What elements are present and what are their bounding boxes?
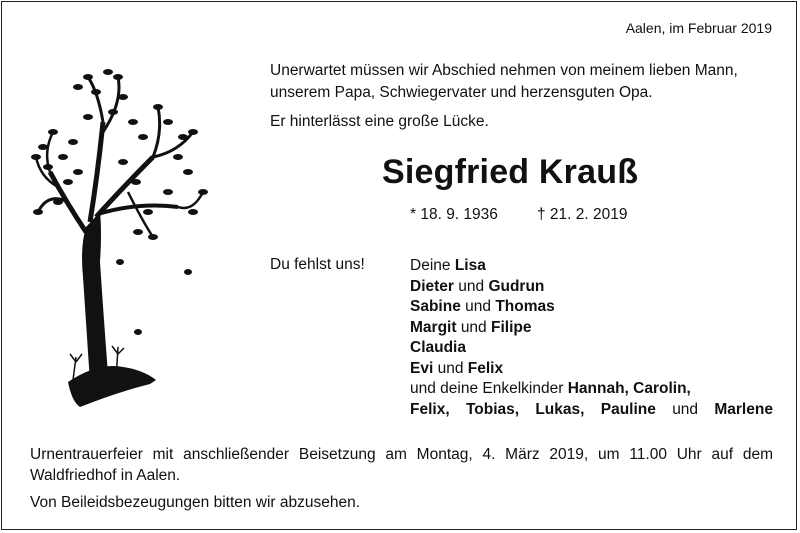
family-name: Pauline (600, 400, 656, 418)
footer-text (30, 444, 773, 513)
deceased-name: Siegfried Krauß (382, 153, 639, 191)
family-name: Gudrun (488, 277, 545, 295)
ceremony-text: Urnentrauerfeier mit anschließender Beisetzung am Montag, 4. März 2019, um 11.00 Uhr auf dem Waldfriedhof in Aalen. (30, 446, 773, 484)
family-name: Tobias, (465, 400, 520, 418)
family-line (410, 359, 773, 380)
family-name: Lukas, (535, 400, 585, 418)
intro-line-1: Unerwartet müssen wir Abschied nehmen von meinem lieben Mann, unserem Papa, Schwiegervater und herzensguten Opa. (270, 62, 738, 101)
missed-text: Du fehlst uns! (270, 256, 365, 273)
family-list (410, 256, 773, 420)
family-name: Dieter (410, 277, 454, 295)
family-line (410, 400, 773, 421)
family-text: und (458, 277, 485, 295)
family-line (410, 318, 773, 339)
family-name: Hannah, Carolin, (567, 380, 691, 397)
family-name: Evi (410, 359, 434, 377)
family-text: und (460, 318, 487, 336)
family-line (410, 277, 773, 298)
place-date: Aalen, im Februar 2019 (625, 20, 772, 36)
family-name: Margit (410, 318, 457, 336)
intro-text (270, 60, 775, 133)
intro-line-2: Er hinterlässt eine große Lücke. (270, 113, 489, 130)
family-name: Thomas (495, 298, 555, 315)
condolences-text: Von Beileidsbezeugungen bitten wir abzusehen. (30, 494, 361, 511)
family-line (410, 256, 773, 277)
family-name: Marlene (714, 400, 773, 418)
family-text: Deine (410, 257, 451, 274)
family-text: und (437, 359, 464, 377)
family-name: Claudia (410, 339, 466, 356)
death-date: † 21. 2. 2019 (537, 206, 628, 223)
family-name: Felix, (410, 400, 450, 418)
birth-date: * 18. 9. 1936 (410, 206, 498, 223)
family-name: Sabine (410, 298, 461, 315)
tree-silhouette-icon (28, 62, 208, 412)
family-name: Felix (467, 359, 504, 377)
family-line (410, 379, 773, 400)
family-name: Lisa (454, 257, 486, 274)
family-text: und (672, 400, 699, 418)
family-line (410, 338, 773, 359)
family-line (410, 297, 773, 318)
family-text: und (465, 298, 492, 315)
family-text: und deine Enkelkinder (410, 380, 564, 397)
family-name: Filipe (491, 318, 532, 336)
